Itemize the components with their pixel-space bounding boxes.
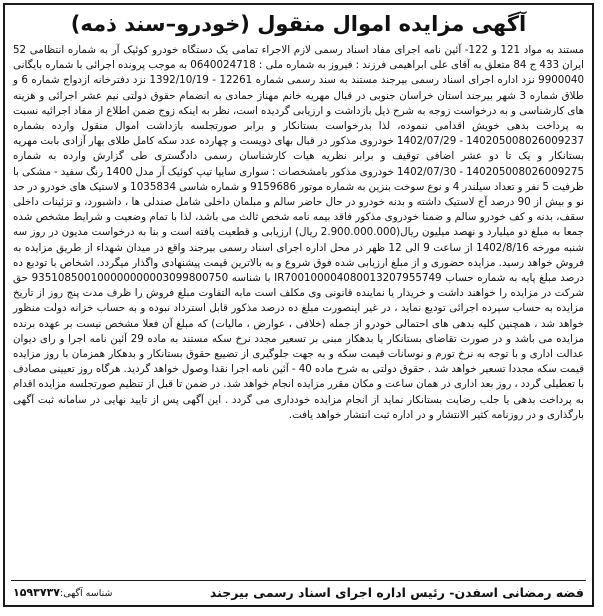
- auction-notice: [3, 3, 594, 607]
- signature-line: فضه رمضانی اسفدن- رئیس اداره اجرای اسناد رسمی بیرجند: [209, 584, 584, 600]
- notice-body: مستند به مواد 121 و 122- آئین نامه اجرای مفاد اسناد رسمی لازم الاجراء تمامی یک دستگاه خودرو کوئیک آر به شماره انتظامی 52 ایران 433 ج 84 متعلق به آقای علی ابراهیمی فرزند : فیروز به شماره ملی : 0640024718 به موجب پرونده اجرائی با شماره بایگانی 9900040 نزد اداره اجرای اسناد رسمی بیرجند مستند به سند رسمی شماره 12261 - 1392/10/19 نزد دفترخانه ازدواج شماره 6 و طلاق شماره 3 شهر بیرجند استان خراسان جنوبی در قبال مهریه خانم مهناز حمادی به انضمام حقوق دولتی نیم عشر اجرائی و هزینه های کارشناسی و به درخواست زوجه به شرح ذیل بازداشت و ارزیابی گردیده است، نظر به اینکه زوج ضمن اطلاع از مفاد اجرائیه نسبت به پرداخت بدهی خویش اقدامی ننموده، لذا بدرخواست بستانکار و برابر صورتجلسه بازداشت اموال منقول وارده بشماره 140205008026009237 - 1402/07/29 خودروی مذکور در قبال بهای دویست و چهارده عدد سکه کامل طلای بهار آزادی بابت مهریه بستانکار و یک تا دو عشر اضافی توقیف و برابر نظریه هیات کارشناسان رسمی دادگستری طی گزارش وارده به شماره 140205008026009275 - 1402/07/30 خودروی مذکور بامشخصات : سواری سایپا تیپ کوئیک آر مدل 1400 رنگ سفید - مشکی با ظرفیت 5 نفر و تعداد سیلندر 4 و نوع سوخت بنزین به شماره موتور 9159686 و شماره شاسی 1035834 و لاستیک های خودرو در حد نو و بیش از 90 درصد آج لاستیک داشته و بدنه خودرو در حال حاضر سالم و مبلمان داخلی شامل صندلی ها ، داشبورد، و تزئینات داخلی سقف، بدنه و کف خودرو سالم و ضمنا خودروی مذکور فاقد بیمه نامه شخص ثالث می باشد، لذا با تمام وضعیت و شرایط مشخص شده جمعا به مبلغ دو میلیارد و نهصد میلیون ریال(2.900.000.000 ریال) ارزیابی و قطعیت یافته است و بنا به درخواست مدیون در روز سه شنبه مورخه 1402/8/16 از ساعت 9 الی 12 ظهر در محل اداره اجرای اسناد رسمی بیرجند واقع در میدان شهداء از طریق مزایده به فروش خواهد رسید. مزایده حضوری و از مبلغ ارزیابی شده فوق شروع و به بالاترین قیمت پیشنهادی واگذار میگردد. اشخاص با تودیع ده درصد مبلغ پایه به شماره حساب IR700100004080013207955749 با شناسه 935108500100000000003099800750 حق شرکت در مزایده را خواهند داشت و خریدار یا نماینده قانونی وی مکلف است مابه التفاوت مبلغ فروش را ظرف مدت پنج روز از تاریخ مزایده به حساب سپرده اجرائی تودیع نماید ، در غیر اینصورت مبلغ ده درصد مذکور قابل استرداد نبوده و به حساب خزانه دولت منظور خواهد شد ، همچنین کلیه بدهی های احتمالی خودرو از جمله (خلافی ، عوارض ، مالیات) که مبلغ آن فعلا مشخص نیست بر عهده برنده مزایده می باشد و در صورت تقاضای بستانکار یا بدهکار مبنی بر تسعیر مجدد نرخ سکه مستند به ماده 29 آئین نامه اجرا و رای دیوان عدالت اداری و با توجه به نرخ تورم و نوسانات قیمت سکه و به جهت جلوگیری از تضییع حقوق بستانکار و بدهکار همزمان با روز مزایده قیمت سکه مجددا تسعیر خواهد شد . حقوق دولتی به شرح ماده 40 - آئین نامه اجرا نقدا وصول خواهد گردید. هرگاه روز تعیینی مصادف با تعطیلی گردد ، روز بعد اداری در همان ساعت و مکان مقرر مزایده انجام خواهد شد. در ضمن تا قبل از تنظیم صورتجلسه مزایده اقدام به پرداخت بدهی یا جلب رضایت بستانکار نماید از انجام مزایده خودداری می گردد . این آگهی پس از تایید نهایی در سامانه ثبت آگهی بارگذاری و در روزنامه کثیر الانتشار و در اداره ثبت انتشار خواهد یافت.: [13, 44, 585, 421]
- notice-footer: [13, 582, 584, 602]
- notice-id: [13, 586, 112, 599]
- notice-id-label: شناسه آگهی:: [60, 587, 113, 599]
- footer-divider: [11, 580, 586, 581]
- notice-title: آگهی مزایده اموال منقول (خودرو–سند ذمه): [70, 12, 527, 36]
- notice-id-value: ۱۵۹۳۷۳۷: [13, 585, 60, 599]
